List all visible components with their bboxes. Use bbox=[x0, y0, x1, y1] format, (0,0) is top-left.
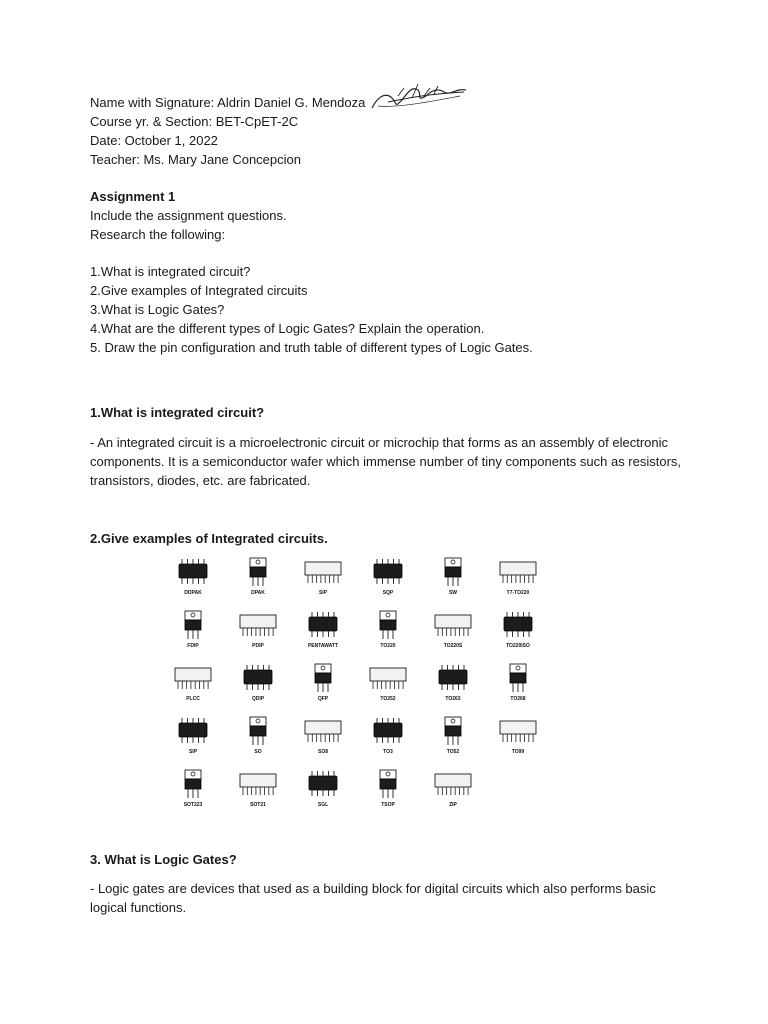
ic-package bbox=[250, 717, 266, 755]
ic-package bbox=[500, 562, 536, 596]
ic-package-label: FDIP bbox=[187, 643, 199, 649]
question-item: 4.What are the different types of Logic Gates? Explain the operation. bbox=[90, 321, 485, 336]
q2-heading: 2.Give examples of Integrated circuits. bbox=[90, 531, 328, 546]
ic-package bbox=[185, 611, 201, 649]
question-item: 3.What is Logic Gates? bbox=[90, 302, 225, 317]
ic-package-label: TO52 bbox=[446, 749, 460, 755]
ic-package-label: PENTAWATT bbox=[307, 643, 339, 649]
ic-package-label: QFP bbox=[317, 696, 329, 702]
ic-package-label: TO268 bbox=[510, 696, 526, 702]
ic-package bbox=[308, 612, 338, 649]
date-line: Date: October 1, 2022 bbox=[90, 133, 218, 148]
ic-package bbox=[500, 721, 536, 755]
ic-package bbox=[175, 668, 211, 702]
ic-package-label: DPAK bbox=[251, 590, 265, 596]
ic-package-label: TO3 bbox=[383, 749, 393, 755]
ic-package-label: SOT21 bbox=[250, 802, 266, 808]
ic-package-label: SQP bbox=[382, 590, 394, 596]
question-item: 5. Draw the pin configuration and truth table of different types of Logic Gates. bbox=[90, 340, 533, 355]
q3-heading: 3. What is Logic Gates? bbox=[90, 852, 237, 867]
ic-package bbox=[184, 770, 203, 808]
ic-package bbox=[315, 664, 331, 702]
ic-package bbox=[445, 717, 461, 755]
instruction-line: Research the following: bbox=[90, 227, 226, 242]
ic-package bbox=[374, 559, 402, 596]
ic-package-label: TSOP bbox=[381, 802, 395, 808]
question-item: 1.What is integrated circuit? bbox=[90, 264, 251, 279]
ic-package bbox=[445, 558, 461, 596]
ic-package bbox=[309, 771, 337, 808]
ic-package bbox=[240, 615, 276, 649]
ic-package-label: SW bbox=[448, 590, 458, 596]
ic-package-label: TO263 bbox=[445, 696, 461, 702]
ic-package bbox=[435, 615, 471, 649]
student-name-line: Name with Signature: Aldrin Daniel G. Mendoza bbox=[90, 95, 366, 110]
ic-package bbox=[370, 668, 406, 702]
ic-package bbox=[374, 718, 402, 755]
ic-package bbox=[439, 665, 467, 702]
ic-package bbox=[179, 559, 207, 596]
ic-package-label: SIP bbox=[188, 749, 198, 755]
handwritten-signature bbox=[368, 78, 470, 114]
ic-package bbox=[179, 718, 207, 755]
ic-packages-figure bbox=[165, 552, 555, 814]
ic-package bbox=[305, 721, 341, 755]
ic-package bbox=[504, 612, 532, 649]
ic-package-label: TO99 bbox=[511, 749, 525, 755]
ic-package bbox=[305, 562, 341, 596]
ic-package-label: DDPAK bbox=[184, 590, 202, 596]
ic-package-label: T7-TO220 bbox=[506, 590, 530, 596]
ic-package-label: SO8 bbox=[317, 749, 329, 755]
ic-package-label: SO bbox=[254, 749, 262, 755]
ic-package-label: TO220S bbox=[443, 643, 463, 649]
question-item: 2.Give examples of Integrated circuits bbox=[90, 283, 308, 298]
ic-package-label: PDIP bbox=[252, 643, 264, 649]
ic-package-label: TO220ISO bbox=[506, 643, 530, 649]
ic-package bbox=[380, 770, 396, 808]
ic-package-label: ZIP bbox=[449, 802, 457, 808]
ic-package bbox=[250, 558, 266, 596]
ic-package-label: SGL bbox=[317, 802, 329, 808]
ic-package-label: SIP bbox=[318, 590, 328, 596]
q3-answer: - Logic gates are devices that used as a building block for digital circuits which also performs basic logical functions. bbox=[90, 881, 656, 915]
q1-answer: - An integrated circuit is a microelectronic circuit or microchip that forms as an assembly of electronic components. It is a semiconductor wafer which immense number of tiny components such as resistors, transistors, diodes, etc. are fabricated. bbox=[90, 435, 682, 488]
ic-package-label: QDIP bbox=[251, 696, 265, 702]
ic-package bbox=[510, 664, 526, 702]
course-section-line: Course yr. & Section: BET-CpET-2C bbox=[90, 114, 299, 129]
ic-package bbox=[380, 611, 396, 649]
ic-package-label: SOT223 bbox=[183, 802, 203, 808]
ic-package bbox=[240, 774, 276, 808]
ic-package bbox=[244, 665, 272, 702]
q1-heading: 1.What is integrated circuit? bbox=[90, 405, 265, 420]
ic-package-label: TO220 bbox=[380, 643, 396, 649]
assignment-title: Assignment 1 bbox=[90, 189, 176, 204]
instruction-line: Include the assignment questions. bbox=[90, 208, 287, 223]
ic-package-label: PLCC bbox=[186, 696, 200, 702]
teacher-line: Teacher: Ms. Mary Jane Concepcion bbox=[90, 152, 301, 167]
ic-package-label: TO252 bbox=[380, 696, 396, 702]
ic-package bbox=[435, 774, 471, 808]
